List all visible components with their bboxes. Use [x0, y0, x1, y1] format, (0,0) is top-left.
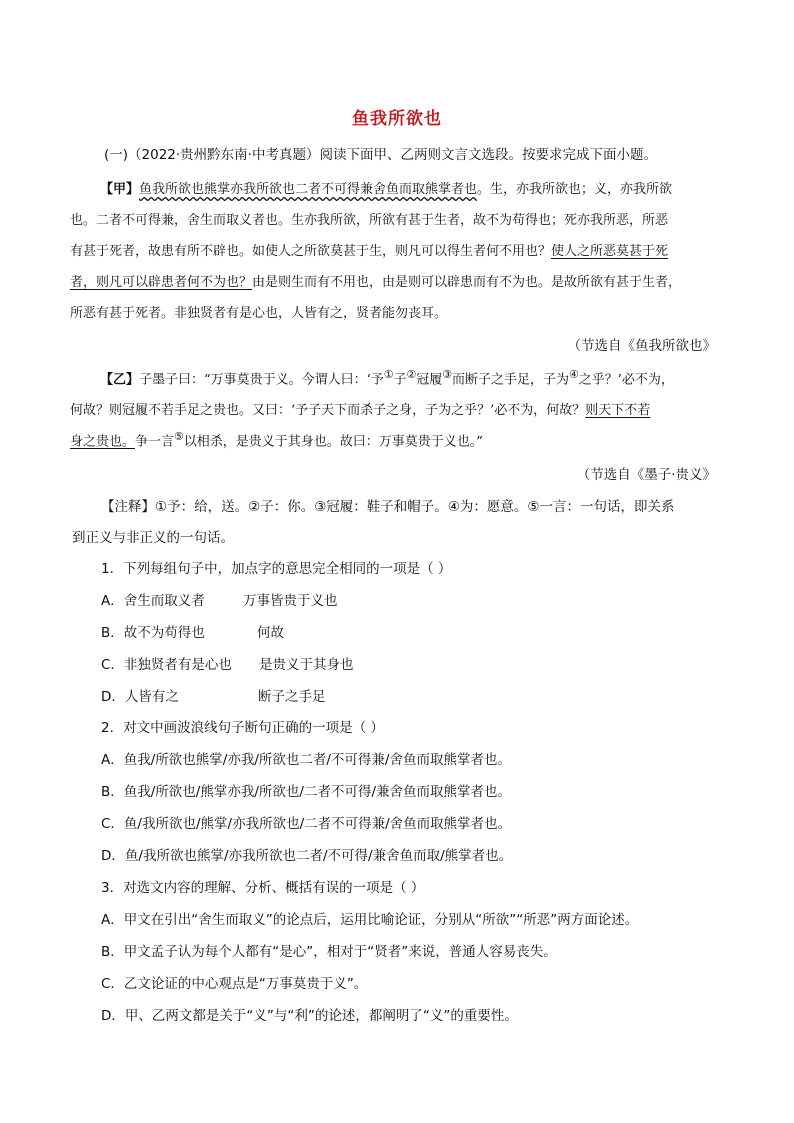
yi-line-2: [70, 399, 650, 418]
jia-source: （节选自《鱼我所欲也》: [567, 338, 716, 354]
note-ref: ②: [406, 368, 417, 381]
jia-line-3: [70, 240, 668, 259]
underlined-sentence-part-2: 者，则凡可以辟患者何不为也？: [70, 275, 253, 290]
q3-option-b: B．甲文孟子认为每个人都有“是心”，相对于“贤者”来说，普通人容易丧失。: [101, 944, 557, 960]
q1-option-a: A．舍生而取义者: [101, 593, 205, 609]
jia-line-5: 所恶有甚于死者。非独贤者有是心也，人皆有之，贤者能勿丧耳。: [70, 306, 448, 321]
note-ref: ④: [569, 368, 579, 381]
q3-option-d: D．甲、乙两文都是关于“义”与“利”的论述，都阐明了“义”的重要性。: [101, 1008, 518, 1024]
yi-line-3: [70, 430, 483, 449]
question-1-stem: 1．下列每组句子中，加点字的意思完全相同的一项是（ ）: [101, 561, 452, 577]
question-2-stem: 2．对文中画波浪线句子断句正确的一项是（ ）: [101, 720, 384, 736]
note-ref: ⑤: [174, 430, 184, 443]
yi-source: （节选自《墨子·贵义》: [576, 467, 716, 483]
q3-option-c: C．乙文论证的中心观点是“万事莫贵于义”。: [101, 976, 368, 992]
underlined-sentence-part-1: 使人之所恶莫甚于死: [551, 244, 669, 259]
jia-line-2: 也。二者不可得兼，舍生而取义者也。生亦我所欲，所欲有甚于生者，故不为苟得也；死亦我所恶，所恶: [70, 213, 669, 228]
q1-option-b-second: 何故: [257, 625, 284, 641]
notes-line-2: 到正义与非正义的一句话。: [72, 530, 234, 546]
q3-option-a: A．甲文在引出“舍生而取义”的论点后，运用比喻论证，分别从“所欲”“所恶”两方面论述。: [101, 912, 639, 928]
yi-text: 之乎？’必不为，: [578, 372, 674, 388]
yi-text: 争一言: [135, 434, 175, 450]
q1-option-c: C．非独贤者有是心也: [101, 657, 232, 673]
jia-line-3-text: 有甚于死者，故患有所不辟也。如使人之所欲莫甚于生，则凡可以得生者何不用也？: [70, 244, 552, 259]
jia-line-1-rest: 。生，亦我所欲也；义，亦我所欲: [477, 182, 673, 197]
jia-line-4: [70, 271, 681, 290]
yi-text: 子: [393, 372, 407, 388]
notes-line-1: 【注释】①予：给，送。②子：你。③冠履：鞋子和帽子。④为：愿意。⑤一言：一句话，即关系: [101, 499, 675, 515]
q2-option-c: C．鱼/我所欲也/熊掌/亦我所欲也/二者不可得兼/舍鱼而取熊掌者也。: [101, 816, 512, 832]
jia-line-4-rest: 由是则生而有不用也，由是则可以辟患而有不为也。是故所欲有甚于生者，: [252, 275, 682, 290]
yi-underlined-part-1: 则天下不若: [585, 403, 651, 418]
q1-option-a-second: 万事皆贵于义也: [243, 593, 338, 609]
q2-option-d: D．鱼/我所欲也熊掌/亦我所欲也二者/不可得/兼舍鱼而取/熊掌者也。: [101, 848, 513, 864]
jia-label: 【甲】: [100, 182, 140, 197]
yi-text: 何故？则冠履不若手足之贵也。又曰：‘予子天下而杀子之身，子为之乎？’必不为，何故？: [70, 403, 586, 418]
yi-line-1: [100, 368, 674, 387]
wavy-underlined-sentence: 鱼我所欲也熊掌亦我所欲也二者不可得兼舍鱼而取熊掌者也: [139, 182, 478, 197]
note-ref: ①: [383, 368, 394, 381]
q2-option-a: A．鱼我/所欲也熊掌/亦我/所欲也二者/不可得兼/舍鱼而取熊掌者也。: [101, 752, 511, 768]
yi-text: 以相杀，是贵义于其身也。故曰：万事莫贵于义也。”: [183, 434, 483, 450]
q1-option-d-second: 断子之手足: [258, 689, 326, 705]
page-title: 鱼我所欲也: [352, 109, 442, 129]
q1-option-d: D．人皆有之: [101, 689, 179, 705]
question-intro: (一)（2022·贵州黔东南·中考真题）阅读下面甲、乙两则文言文选段。按要求完成下面小题。: [104, 147, 657, 163]
yi-underlined-part-2: 身之贵也。: [70, 434, 136, 450]
yi-text: 而断子之手足，子为: [451, 372, 569, 388]
q1-option-c-second: 是贵义于其身也: [259, 657, 354, 673]
question-3-stem: 3．对选文内容的理解、分析、概括有误的一项是（ ）: [101, 880, 425, 896]
q1-option-b: B．故不为苟得也: [101, 625, 205, 641]
q2-option-b: B．鱼我/所欲也/熊掌亦我/所欲也/二者不可得/兼舍鱼而取熊掌者也。: [101, 784, 512, 800]
yi-text: 冠履: [416, 372, 443, 388]
jia-line-1: [100, 178, 672, 197]
note-ref: ③: [442, 368, 452, 381]
yi-text: 子墨子曰：“万事莫贵于义。今谓人曰：‘予: [139, 372, 384, 388]
yi-label: 【乙】: [100, 372, 140, 388]
